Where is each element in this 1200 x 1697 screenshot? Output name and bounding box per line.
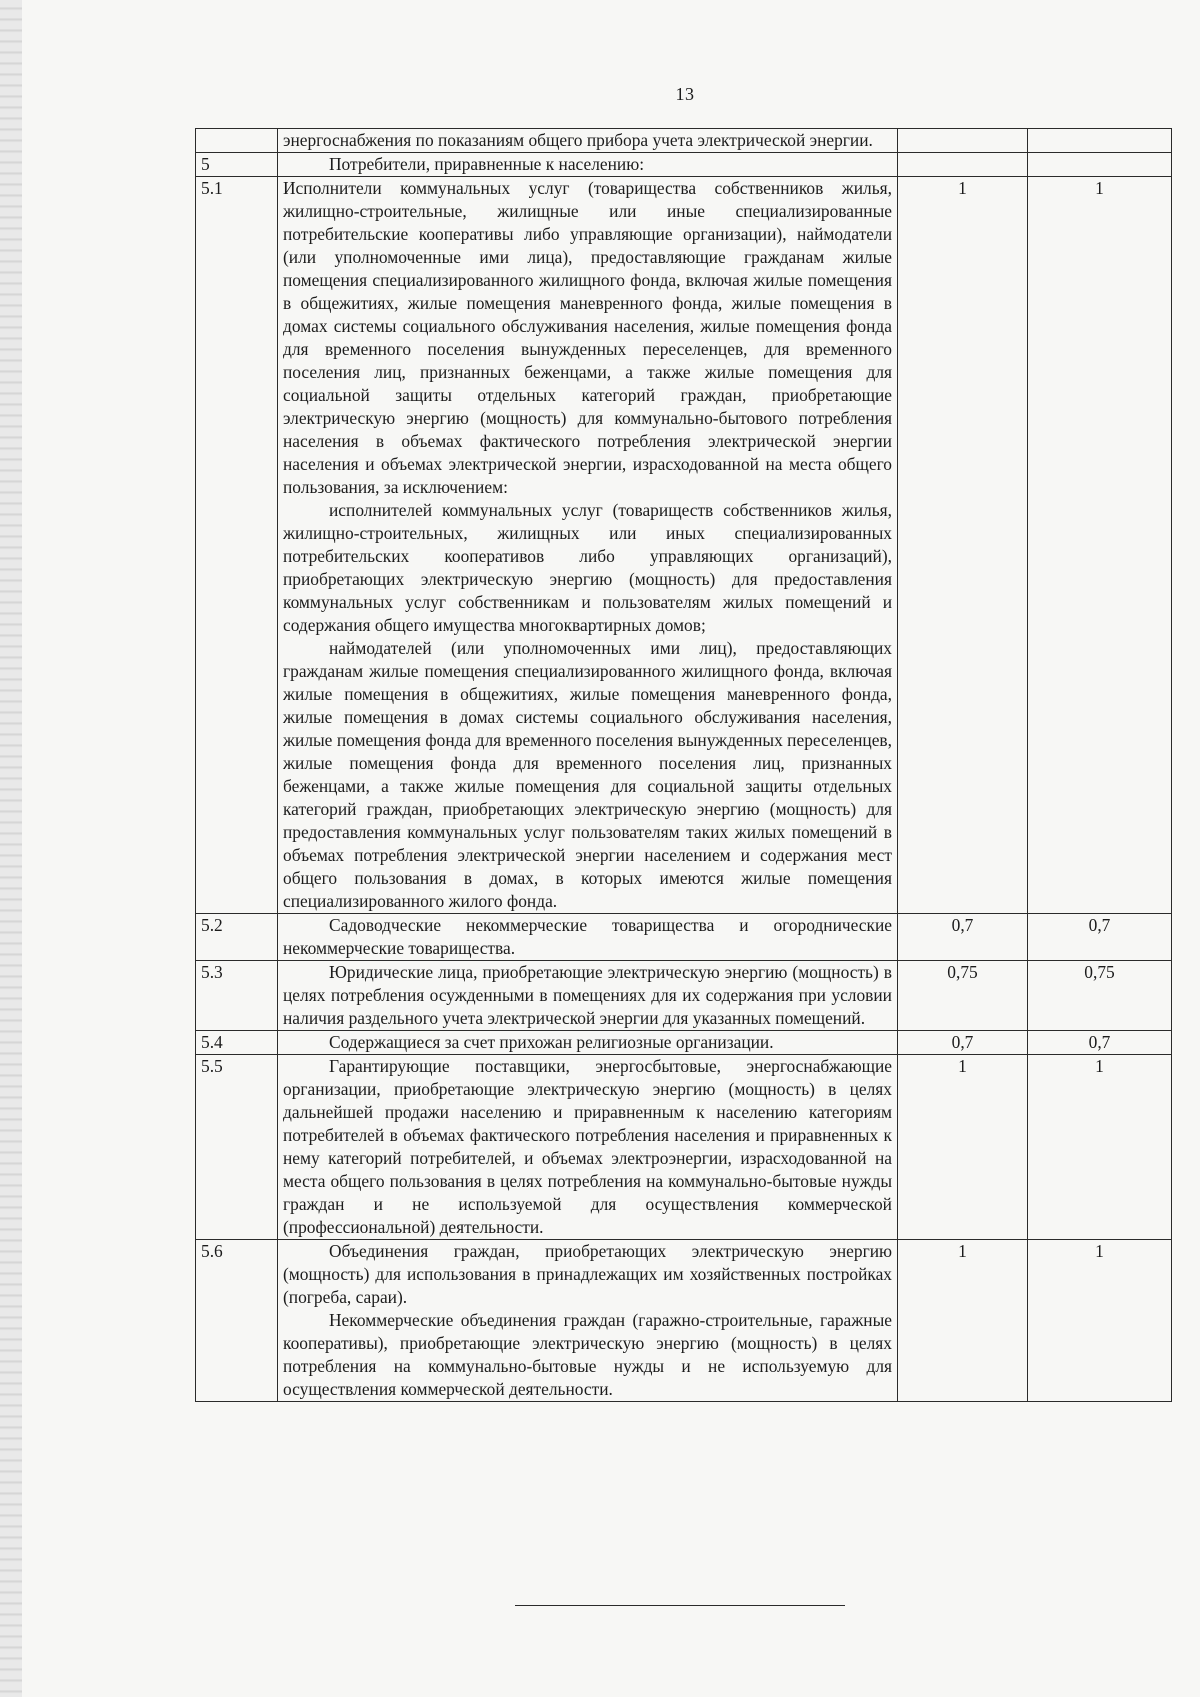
- paragraph: Исполнители коммунальных услуг (товарищества собственников жилья, жилищно-строительные, жилищные или иные специализированные потребительские кооперативы либо управляющие организации), наймодатели (или уполномоченные ими лица), предоставляющие гражданам жилые помещения специализированного жилищного фонда, включая жилые помещения в общежитиях, жилые помещения маневренного фонда, жилые помещения в домах системы социального обслуживания населения, жилые помещения фонда для временного поселения вынужденных переселенцев, для временного поселения лиц, признанных беженцами, а также жилые помещения для социальной защиты отдельных категорий граждан, приобретающие электрическую энергию (мощность) для коммунально-бытового потребления населения в объемах фактического потребления электрической энергии населения и объемах электрической энергии, израсходованной на места общего пользования, за исключением:: [283, 178, 892, 497]
- coefficient-value-2: 1: [1028, 1240, 1172, 1402]
- table-row: [196, 961, 1172, 1031]
- coefficient-value-1: 1: [898, 1055, 1028, 1240]
- section-heading: Потребители, приравненные к населению:: [329, 154, 645, 174]
- row-number: 5.4: [196, 1031, 278, 1055]
- paragraph: Содержащиеся за счет прихожан религиозные организации.: [329, 1032, 774, 1052]
- table-row: [196, 914, 1172, 961]
- paragraph: энергоснабжения по показаниям общего прибора учета электрической энергии.: [283, 130, 873, 150]
- coefficient-value-2: [1028, 153, 1172, 177]
- table-row: [196, 1055, 1172, 1240]
- coefficient-value-1: [898, 153, 1028, 177]
- coefficient-value-2: 0,7: [1028, 914, 1172, 961]
- row-description: [278, 1031, 898, 1055]
- table-row: [196, 1031, 1172, 1055]
- coefficient-value-1: 1: [898, 1240, 1028, 1402]
- coefficient-value-2: 0,7: [1028, 1031, 1172, 1055]
- row-description: [278, 1240, 898, 1402]
- table-row: [196, 1240, 1172, 1402]
- paragraph: Некоммерческие объединения граждан (гаражно-строительные, гаражные кооперативы), приобретающие электрическую энергию (мощность) в целях потребления на коммунально-бытовые нужды и не используемую для осуществления коммерческой деятельности.: [283, 1310, 892, 1399]
- row-number: 5.3: [196, 961, 278, 1031]
- table-row: [196, 153, 1172, 177]
- paragraph: Объединения граждан, приобретающих электрическую энергию (мощность) для использования в принадлежащих им хозяйственных постройках (погреба, сараи).: [283, 1241, 892, 1307]
- coefficient-value-1: 0,7: [898, 914, 1028, 961]
- coefficient-value-1: [898, 129, 1028, 153]
- row-description: [278, 177, 898, 914]
- paragraph: Гарантирующие поставщики, энергосбытовые, энергоснабжающие организации, приобретающие электрическую энергию (мощность) в целях дальнейшей продажи населению и приравненным к населению категориям потребителей в объемах фактического потребления населения и приравненных к нему категорий потребителей, и объемах электроэнергии, израсходованной на места общего пользования в целях потребления на коммунально-бытовые нужды граждан и не используемой для осуществления коммерческой (профессиональной) деятельности.: [283, 1056, 892, 1237]
- coefficient-value-2: [1028, 129, 1172, 153]
- row-number: 5: [196, 153, 278, 177]
- row-description: [278, 961, 898, 1031]
- coefficient-value-1: 0,7: [898, 1031, 1028, 1055]
- row-number: 5.1: [196, 177, 278, 914]
- coefficient-value-1: 0,75: [898, 961, 1028, 1031]
- row-number: 5.6: [196, 1240, 278, 1402]
- coefficient-value-2: 0,75: [1028, 961, 1172, 1031]
- footer-divider: [515, 1605, 845, 1606]
- row-number: 5.5: [196, 1055, 278, 1240]
- coefficient-value-1: 1: [898, 177, 1028, 914]
- row-description: [278, 129, 898, 153]
- row-description: [278, 153, 898, 177]
- coefficient-value-2: 1: [1028, 1055, 1172, 1240]
- paragraph: исполнителей коммунальных услуг (товариществ собственников жилья, жилищно-строительных, жилищных или иных специализированных потребительских кооперативов либо управляющих организаций), приобретающих электрическую энергию (мощность) для предоставления коммунальных услуг собственникам и пользователям жилых помещений и содержания общего имущества многоквартирных домов;: [283, 500, 892, 635]
- paragraph: наймодателей (или уполномоченных ими лиц), предоставляющих гражданам жилые помещения специализированного жилищного фонда, включая жилые помещения в общежитиях, жилые помещения маневренного фонда, жилые помещения в домах системы социального обслуживания населения, жилые помещения фонда для временного поселения вынужденных переселенцев, жилые помещения фонда для временного поселения лиц, признанных беженцами, а также жилые помещения для социальной защиты отдельных категорий граждан, приобретающих электрическую энергию (мощность) для предоставления коммунальных услуг пользователям таких жилых помещений в объемах потребления электрической энергии населением и содержания мест общего пользования в домах, в которых имеются жилые помещения специализированного жилого фонда.: [283, 638, 892, 911]
- table-row: [196, 129, 1172, 153]
- coefficient-value-2: 1: [1028, 177, 1172, 914]
- table-row: [196, 177, 1172, 914]
- paragraph: Юридические лица, приобретающие электрическую энергию (мощность) в целях потребления осужденными в помещениях для их содержания при условии наличия раздельного учета электрической энергии для указанных помещений.: [283, 962, 892, 1028]
- tariff-table: [195, 128, 1172, 1402]
- row-description: [278, 1055, 898, 1240]
- row-number: [196, 129, 278, 153]
- scan-edge: [0, 0, 22, 1697]
- row-number: 5.2: [196, 914, 278, 961]
- row-description: [278, 914, 898, 961]
- page-number: 13: [675, 84, 695, 104]
- paragraph: Садоводческие некоммерческие товарищества и огороднические некоммерческие товарищества.: [283, 915, 892, 958]
